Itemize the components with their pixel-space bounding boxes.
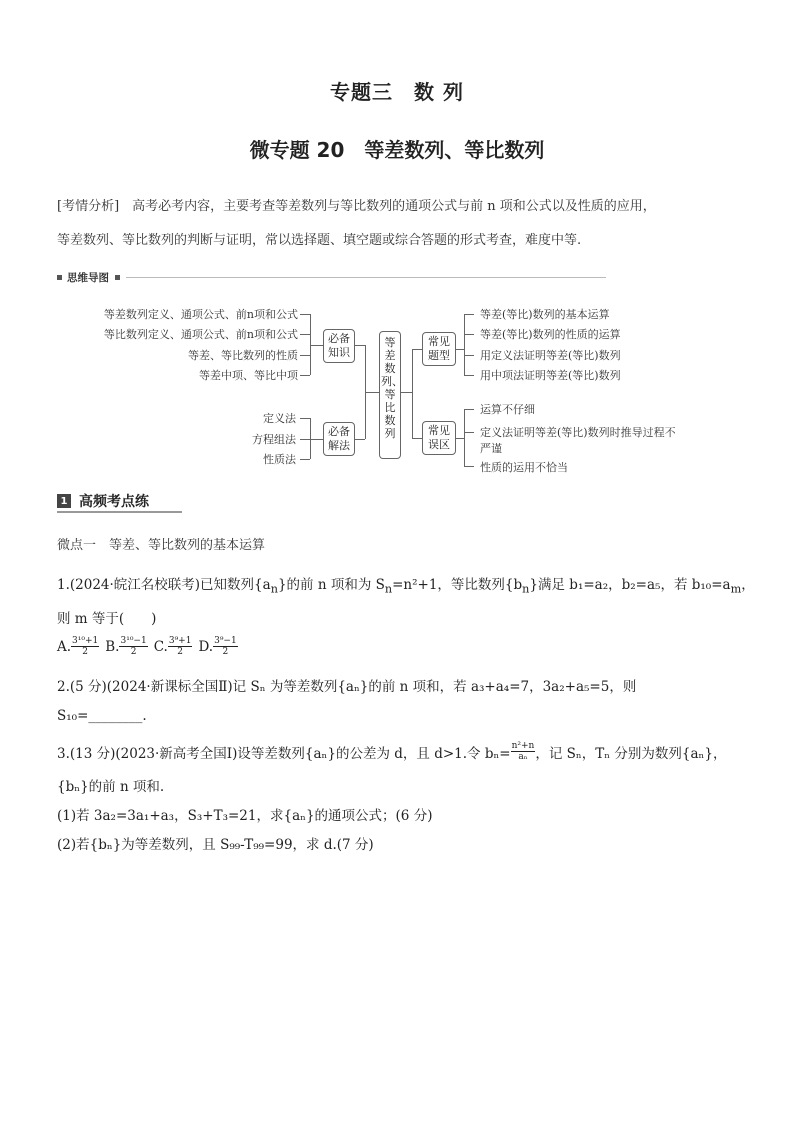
- denominator: 2: [130, 647, 137, 657]
- option-b[interactable]: [105, 636, 147, 657]
- point-heading: 微点一 等差、等比数列的基本运算: [57, 538, 266, 553]
- chapter-title: 专题三 数 列: [330, 80, 464, 104]
- connector: [300, 334, 310, 335]
- q1-sub: n: [270, 582, 278, 596]
- box-central-topic: 等差数列、等比数列: [379, 331, 401, 459]
- numerator: 3¹⁰−1: [120, 636, 147, 646]
- denominator: 2: [82, 647, 89, 657]
- connector: [464, 409, 474, 410]
- square-icon: [115, 275, 120, 280]
- divider: [57, 511, 182, 513]
- q1-sub: n: [384, 582, 393, 596]
- connector: [456, 349, 464, 350]
- connector: [400, 392, 412, 393]
- q1-sub: m: [730, 582, 742, 596]
- connector: [464, 334, 474, 335]
- numerator: 3¹⁰+1: [72, 636, 99, 646]
- q1-text: =n²+1，等比数列{b: [392, 577, 523, 593]
- question-1: [57, 573, 755, 596]
- connector: [464, 409, 465, 466]
- option-fraction: [168, 636, 193, 657]
- connector: [464, 466, 474, 467]
- q1-text: }满足 b₁=a₂，b₂=a₅，若 b₁₀=a: [529, 577, 731, 593]
- question-1-line-2: 则 m 等于( ): [57, 611, 157, 627]
- denominator: aₙ: [518, 752, 528, 762]
- question-3: [57, 741, 726, 762]
- q1-text: ，: [741, 577, 755, 593]
- connector: [300, 375, 310, 376]
- square-icon: [57, 275, 62, 280]
- connector: [464, 314, 465, 375]
- box-common-errors: 常见误区: [422, 421, 456, 455]
- mindmap-header: [57, 270, 606, 285]
- q3-fraction: [511, 741, 536, 762]
- option-label: B.: [105, 638, 120, 655]
- analysis-line-1: [考情分析] 高考必考内容，主要考查等差数列与等比数列的通项公式与前 n 项和公式以及性质的应用，: [57, 199, 656, 214]
- option-d[interactable]: [198, 636, 237, 657]
- connector: [456, 438, 464, 439]
- question-3-part-2: (2)若{bₙ}为等差数列，且 S₉₉-T₉₉=99，求 d.(7 分): [57, 837, 374, 853]
- mindmap-item: 性质法: [263, 453, 296, 466]
- q1-text: 1.(2024·皖江名校联考)已知数列{a: [57, 577, 271, 593]
- mindmap-item: 等差(等比)数列的基本运算: [480, 308, 610, 321]
- mindmap-item: 等比数列定义、通项公式、前n项和公式: [103, 328, 298, 341]
- connector: [300, 439, 310, 440]
- connector: [412, 349, 413, 438]
- connector: [464, 314, 474, 315]
- option-c[interactable]: [154, 636, 193, 657]
- question-2-answer-blank[interactable]: S₁₀=________.: [57, 708, 147, 724]
- numerator: 3⁹−1: [214, 636, 237, 646]
- mindmap-header-label: 思维导图: [67, 272, 109, 284]
- q1-text: }的前 n 项和为 S: [277, 577, 385, 593]
- connector: [464, 375, 474, 376]
- connector: [365, 392, 379, 393]
- mindmap-item: 定义法证明等差(等比)数列时推导过程不: [480, 426, 676, 439]
- option-label: D.: [198, 638, 214, 655]
- connector: [300, 355, 310, 356]
- connector: [300, 314, 310, 315]
- box-essential-knowledge: 必备知识: [323, 329, 355, 363]
- numerator: 3⁹+1: [168, 636, 192, 646]
- mindmap-item: 定义法: [263, 412, 296, 425]
- connector: [412, 349, 422, 350]
- section-badge: [57, 491, 149, 511]
- option-a[interactable]: [57, 636, 99, 657]
- mindmap-item: 等差(等比)数列的性质的运算: [480, 328, 621, 341]
- mindmap-item: 等差、等比数列的性质: [188, 349, 298, 362]
- q3-text: 3.(13 分)(2023·新高考全国Ⅰ)设等差数列{aₙ}的公差为 d，且 d>1.令 bₙ=: [57, 745, 511, 762]
- connector: [464, 355, 474, 356]
- option-fraction: [71, 636, 99, 657]
- connector: [355, 345, 365, 346]
- q3-text: ，记 Sₙ，Tₙ 分别为数列{aₙ}，: [535, 745, 727, 762]
- option-fraction: [213, 636, 238, 657]
- question-1-options: [57, 636, 238, 657]
- box-essential-methods: 必备解法: [323, 422, 355, 456]
- connector: [412, 438, 422, 439]
- question-3-part-1: (1)若 3a₂=3a₁+a₃，S₃+T₃=21，求{aₙ}的通项公式；(6 分): [57, 808, 433, 824]
- denominator: 2: [177, 647, 184, 657]
- numerator: n²+n: [511, 741, 535, 751]
- analysis-line-2: 等差数列、等比数列的判断与证明，常以选择题、填空题或综合答题的形式考查，难度中等.: [57, 233, 582, 248]
- connector: [310, 345, 323, 346]
- exam-analysis: [57, 190, 747, 258]
- connector: [355, 439, 365, 440]
- option-label: A.: [57, 638, 72, 655]
- option-fraction: [119, 636, 147, 657]
- mindmap-item: 等差数列定义、通项公式、前n项和公式: [103, 308, 298, 321]
- denominator: 2: [222, 647, 229, 657]
- mindmap-item: 用定义法证明等差(等比)数列: [480, 349, 621, 362]
- divider: [126, 277, 606, 278]
- question-2: 2.(5 分)(2024·新课标全国Ⅱ)记 Sₙ 为等差数列{aₙ}的前 n 项和，若 a₃+a₄=7，3a₂+a₅=5，则: [57, 679, 637, 695]
- badge-title: 高频考点练: [79, 494, 149, 510]
- mindmap-item: 等差中项、等比中项: [199, 369, 298, 382]
- mindmap-item: 严谨: [480, 442, 502, 455]
- mindmap-item: 方程组法: [252, 433, 296, 446]
- badge-number: 1: [57, 494, 71, 508]
- q1-sub: n: [522, 582, 530, 596]
- box-common-types: 常见题型: [422, 332, 456, 366]
- topic-title: 微专题 20 等差数列、等比数列: [249, 138, 545, 162]
- connector: [464, 432, 474, 433]
- mindmap-item: 用中项法证明等差(等比)数列: [480, 369, 621, 382]
- mindmap-item: 性质的运用不恰当: [480, 461, 568, 474]
- connector: [300, 418, 310, 419]
- connector: [300, 459, 310, 460]
- connector: [310, 439, 323, 440]
- option-label: C.: [153, 638, 168, 655]
- question-3-line-2: {bₙ}的前 n 项和.: [57, 779, 165, 795]
- mindmap-item: 运算不仔细: [480, 403, 535, 416]
